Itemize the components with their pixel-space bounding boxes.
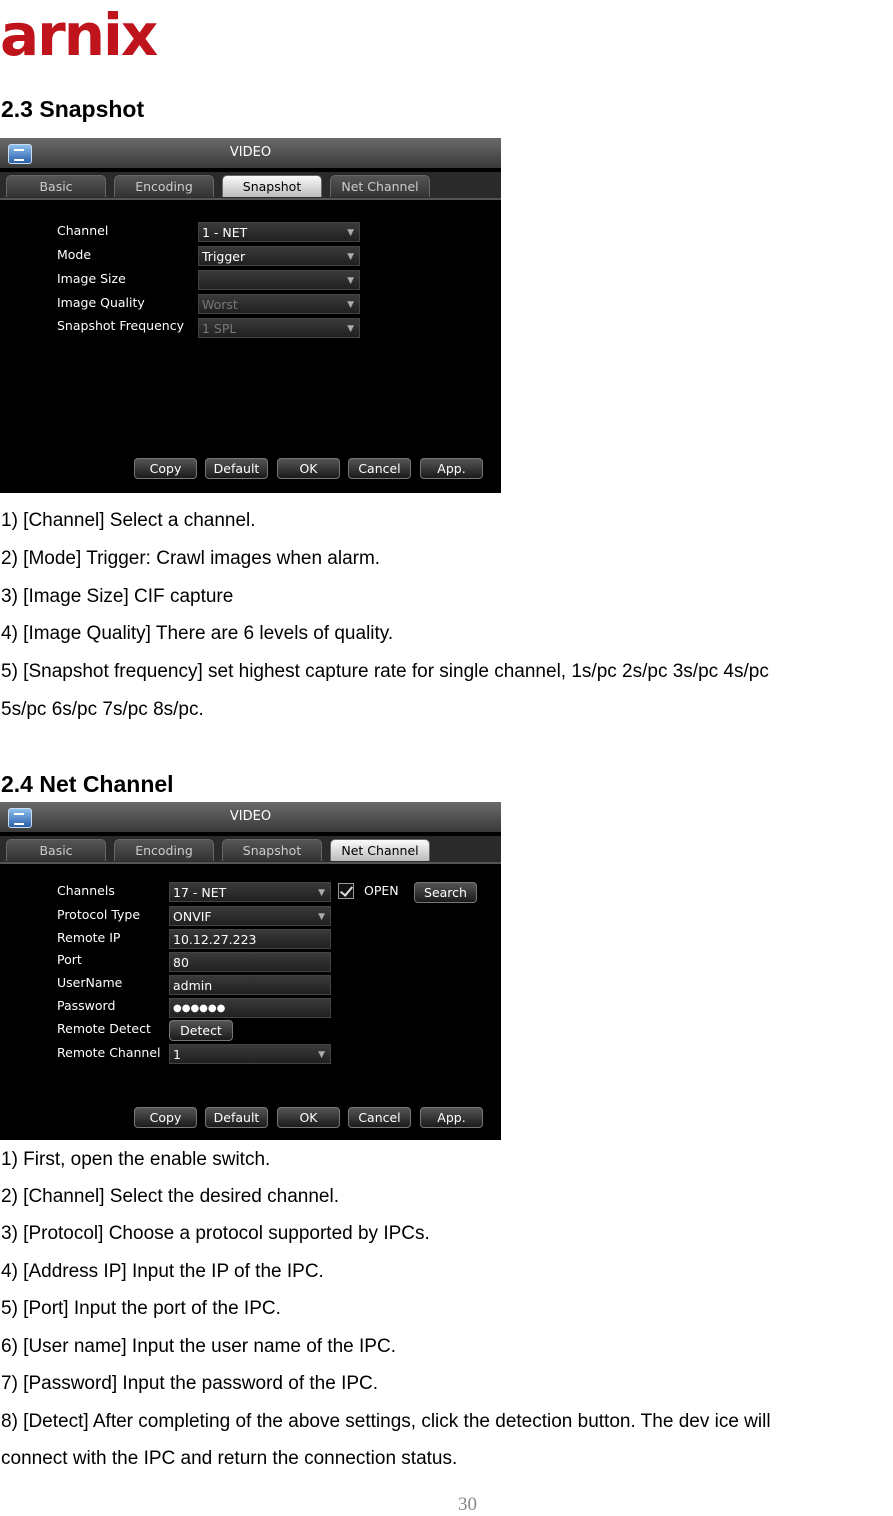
password-input[interactable]: ●●●●●● bbox=[169, 998, 331, 1018]
tab-encoding[interactable]: Encoding bbox=[114, 175, 214, 197]
remote-channel-value: 1 bbox=[173, 1047, 181, 1062]
channels-label: Channels bbox=[57, 883, 115, 898]
mode-select[interactable] bbox=[198, 246, 360, 266]
section-heading-net-channel: 2.4 Net Channel bbox=[1, 771, 174, 797]
image-size-label: Image Size bbox=[57, 271, 126, 286]
cancel-button[interactable]: Cancel bbox=[348, 458, 411, 479]
tab-snapshot[interactable]: Snapshot bbox=[222, 839, 322, 861]
snapshot-frequency-label: Snapshot Frequency bbox=[57, 318, 184, 333]
channels-value: 17 - NET bbox=[173, 885, 227, 900]
password-label: Password bbox=[57, 998, 116, 1013]
chevron-down-icon: ▼ bbox=[318, 912, 325, 922]
tab-net-channel[interactable]: Net Channel bbox=[330, 175, 430, 197]
channel-value: 1 - NET bbox=[202, 225, 248, 240]
mode-value: Trigger bbox=[202, 249, 246, 264]
copy-button[interactable]: Copy bbox=[134, 458, 197, 479]
chevron-down-icon: ▼ bbox=[347, 324, 354, 334]
remote-channel-label: Remote Channel bbox=[57, 1045, 161, 1060]
tab-basic[interactable]: Basic bbox=[6, 839, 106, 861]
snapshot-window bbox=[0, 138, 501, 493]
chevron-down-icon: ▼ bbox=[318, 1050, 325, 1060]
snapshot-line-4: 4) [Image Quality] There are 6 levels of quality. bbox=[1, 623, 394, 644]
image-size-select[interactable] bbox=[198, 270, 360, 290]
section-heading-snapshot: 2.3 Snapshot bbox=[1, 96, 145, 122]
protocol-type-label: Protocol Type bbox=[57, 907, 141, 922]
cancel-button[interactable]: Cancel bbox=[348, 1107, 411, 1128]
window-titlebar bbox=[0, 138, 501, 168]
image-quality-select[interactable] bbox=[198, 294, 360, 314]
image-quality-value: Worst bbox=[202, 297, 238, 312]
chevron-down-icon: ▼ bbox=[347, 276, 354, 286]
arnix-logo bbox=[0, 1, 176, 69]
port-input[interactable]: 80 bbox=[169, 952, 331, 972]
remote-ip-input[interactable]: 10.12.27.223 bbox=[169, 929, 331, 949]
logo-text: arnix bbox=[0, 1, 157, 69]
snapshot-line-5: 5) [Snapshot frequency] set highest capture rate for single channel, 1s/pc 2s/pc 3s/pc 4s/pc bbox=[1, 661, 769, 682]
window-title: VIDEO bbox=[229, 809, 272, 824]
snapshot-line-1: 1) [Channel] Select a channel. bbox=[1, 510, 256, 531]
net-line-6: 6) [User name] Input the user name of the IPC. bbox=[1, 1336, 396, 1357]
net-line-2: 2) [Channel] Select the desired channel. bbox=[1, 1186, 339, 1207]
chevron-down-icon: ▼ bbox=[347, 300, 354, 310]
apply-button[interactable]: App. bbox=[420, 458, 483, 479]
tab-bar bbox=[0, 172, 501, 200]
window-titlebar bbox=[0, 802, 501, 832]
net-line-3: 3) [Protocol] Choose a protocol supported by IPCs. bbox=[1, 1223, 430, 1244]
snapshot-frequency-select[interactable] bbox=[198, 318, 360, 338]
default-button[interactable]: Default bbox=[205, 1107, 268, 1128]
open-label: OPEN bbox=[364, 883, 399, 898]
tab-bar bbox=[0, 836, 501, 864]
remote-detect-label: Remote Detect bbox=[57, 1021, 151, 1036]
net-channel-window bbox=[0, 802, 501, 1140]
channel-label: Channel bbox=[57, 223, 109, 238]
chevron-down-icon: ▼ bbox=[347, 252, 354, 262]
snapshot-line-2: 2) [Mode] Trigger: Crawl images when alarm. bbox=[1, 548, 381, 569]
ok-button[interactable]: OK bbox=[277, 1107, 340, 1128]
channel-select[interactable] bbox=[198, 222, 360, 242]
chevron-down-icon: ▼ bbox=[318, 888, 325, 898]
image-quality-label: Image Quality bbox=[57, 295, 145, 310]
port-label: Port bbox=[57, 952, 82, 967]
copy-button[interactable]: Copy bbox=[134, 1107, 197, 1128]
window-title: VIDEO bbox=[229, 145, 272, 160]
net-line-5: 5) [Port] Input the port of the IPC. bbox=[1, 1298, 281, 1319]
snapshot-line-3: 3) [Image Size] CIF capture bbox=[1, 586, 234, 607]
snapshot-line-6: 5s/pc 6s/pc 7s/pc 8s/pc. bbox=[1, 699, 204, 720]
remote-ip-label: Remote IP bbox=[57, 930, 121, 945]
chevron-down-icon: ▼ bbox=[347, 228, 354, 238]
search-button[interactable]: Search bbox=[414, 882, 477, 903]
page-number: 30 bbox=[458, 1494, 477, 1515]
tab-net-channel[interactable]: Net Channel bbox=[330, 839, 430, 861]
detect-button[interactable]: Detect bbox=[169, 1020, 233, 1041]
net-line-4: 4) [Address IP] Input the IP of the IPC. bbox=[1, 1261, 324, 1282]
tab-basic[interactable]: Basic bbox=[6, 175, 106, 197]
tab-snapshot[interactable]: Snapshot bbox=[222, 175, 322, 197]
channels-select[interactable] bbox=[169, 882, 331, 902]
mode-label: Mode bbox=[57, 247, 92, 262]
protocol-type-select[interactable] bbox=[169, 906, 331, 926]
remote-channel-select[interactable] bbox=[169, 1044, 331, 1064]
username-input[interactable]: admin bbox=[169, 975, 331, 995]
net-line-1: 1) First, open the enable switch. bbox=[1, 1149, 271, 1170]
default-button[interactable]: Default bbox=[205, 458, 268, 479]
snapshot-frequency-value: 1 SPL bbox=[202, 321, 237, 336]
net-line-8: 8) [Detect] After completing of the above settings, click the detection button. The dev ice will bbox=[1, 1411, 771, 1432]
tab-encoding[interactable]: Encoding bbox=[114, 839, 214, 861]
ok-button[interactable]: OK bbox=[277, 458, 340, 479]
net-line-9: connect with the IPC and return the connection status. bbox=[1, 1448, 458, 1469]
username-label: UserName bbox=[57, 975, 123, 990]
protocol-type-value: ONVIF bbox=[173, 909, 212, 924]
apply-button[interactable]: App. bbox=[420, 1107, 483, 1128]
net-line-7: 7) [Password] Input the password of the IPC. bbox=[1, 1373, 379, 1394]
open-checkbox[interactable] bbox=[338, 883, 354, 899]
